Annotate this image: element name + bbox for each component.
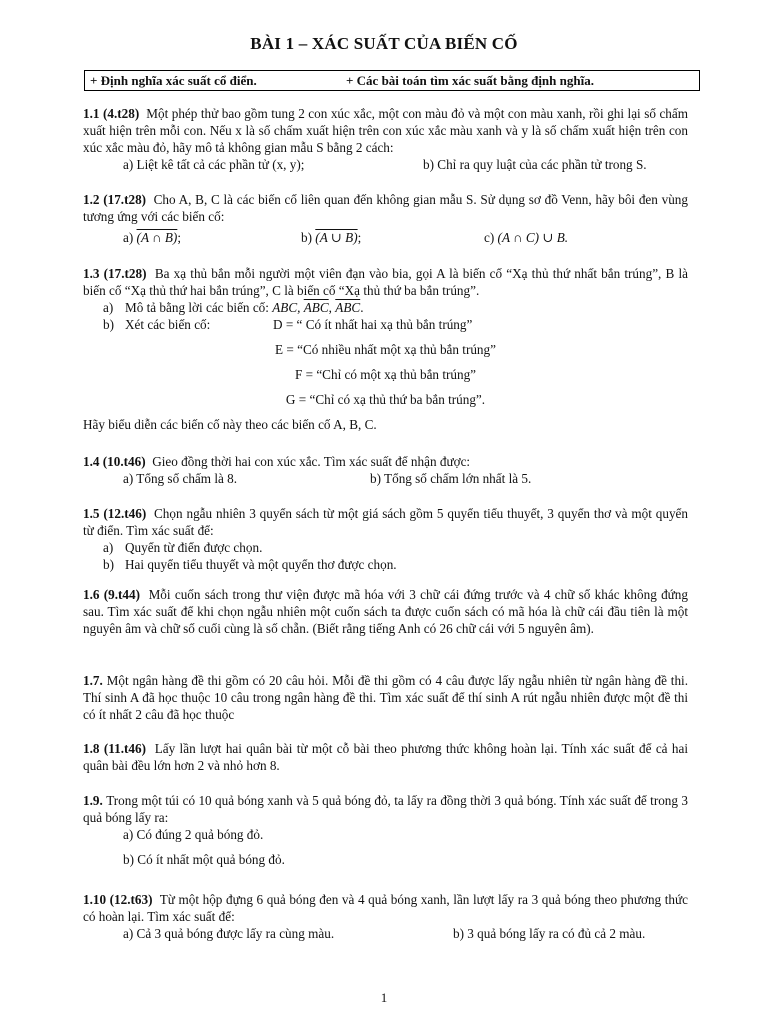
topics-box	[84, 70, 700, 91]
problem-text: Cho A, B, C là các biến cố liên quan đến không gian mẫu S. Sử dụng sơ đồ Venn, hãy bôi đen vùng tương ứng với các biến cố:	[83, 192, 688, 224]
problem-number: 1.6 (9.t44)	[83, 587, 141, 602]
problem-1-4	[83, 453, 688, 487]
problem-1-3	[83, 265, 688, 433]
option-b: b) Có ít nhất một quả bóng đỏ.	[123, 852, 285, 867]
option-b: b) 3 quả bóng lấy ra có đủ cả 2 màu.	[453, 926, 646, 941]
option-a: a) Liệt kê tất cả các phần tử (x, y);	[123, 157, 305, 172]
option-b: b) (A ∪ B);	[301, 230, 362, 245]
problem-1-8	[83, 740, 688, 774]
part-b: b) Xét các biến cố: D = “ Có ít nhất hai xạ thủ bắn trúng”	[103, 317, 473, 332]
event-e: E = “Có nhiều nhất một xạ thủ bắn trúng”	[275, 342, 496, 357]
event-expression: (A ∩ B)	[136, 230, 178, 245]
problem-1-7	[83, 672, 688, 723]
event-g: G = “Chỉ có xạ thủ thứ ba bắn trúng”.	[285, 392, 486, 407]
page-number: 1	[380, 990, 388, 1005]
option-a: a) Tổng số chấm là 8.	[123, 471, 238, 486]
event-expression: (A ∪ B)	[315, 230, 358, 245]
answer-options	[83, 470, 688, 487]
problem-text: Gieo đồng thời hai con xúc xắc. Tìm xác suất để nhận được:	[152, 454, 471, 469]
problem-text: Một ngân hàng đề thi gồm có 20 câu hỏi. Mỗi đề thi gồm có 4 câu được lấy ngẫu nhiên từ ngân hàng đề thi. Thí sinh A đã học thuộc 10 câu trong ngân hàng đề thi. Tìm xác suất để thí sinh A rút ngẫu nhiên được một đề thi có ít nhất 2 câu đã học thuộc	[83, 673, 689, 722]
problem-text: Ba xạ thủ bắn mỗi người một viên đạn vào bia, gọi A là biến cố “Xạ thủ thứ nhất bắn trúng”, B là biến cố “Xạ thủ thứ hai bắn trúng”, C là biến cố “Xạ thủ thứ ba bắn trúng”.	[83, 266, 688, 298]
problem-text: Trong một túi có 10 quả bóng xanh và 5 quả bóng đỏ, ta lấy ra đồng thời 3 quả bóng. Tính xác suất để trong 3 quả bóng lấy ra:	[83, 793, 688, 825]
problem-text: Một phép thử bao gồm tung 2 con xúc xắc, một con màu đỏ và một con màu xanh, rồi ghi lại số chấm xuất hiện trên mỗi con. Nếu x là số chấm xuất hiện trên con xúc xắc màu xanh và y là số chấm xuất hiện trên con xúc xắc màu đỏ, hãy mô tả không gian mẫu S bằng 2 cách:	[83, 106, 689, 155]
option-b: b) Hai quyển tiểu thuyết và một quyển thơ được chọn.	[103, 557, 397, 572]
problem-text: Từ một hộp đựng 6 quả bóng đen và 4 quả bóng xanh, lần lượt lấy ra 3 quả bóng theo phương thức có hoàn lại. Tìm xác suất để:	[83, 892, 688, 924]
problem-number: 1.9.	[83, 793, 103, 808]
option-a: a) (A ∩ B);	[123, 230, 181, 245]
problem-number: 1.1 (4.t28)	[83, 106, 140, 121]
problem-1-1	[83, 105, 688, 173]
topic-classical-definition: + Định nghĩa xác suất cổ điển.	[90, 73, 257, 88]
problem-number: 1.5 (12.t46)	[83, 506, 147, 521]
answer-options	[83, 156, 688, 173]
topic-probability-problems: + Các bài toán tìm xác suất bằng định nghĩa.	[346, 73, 594, 88]
option-a: a) Cả 3 quả bóng được lấy ra cùng màu.	[123, 926, 335, 941]
problem-footer: Hãy biểu diễn các biến cố này theo các biến cố A, B, C.	[83, 417, 377, 432]
problem-number: 1.7.	[83, 673, 103, 688]
answer-options	[83, 229, 688, 246]
problem-number: 1.4 (10.t46)	[83, 454, 146, 469]
problem-text: Mỗi cuốn sách trong thư viện được mã hóa với 3 chữ cái đứng trước và 4 chữ số khác không đứng sau. Tìm xác suất để khi chọn ngẫu nhiên một cuốn sách ta được cuốn sách có mã hóa là chữ cái đầu tiên là một nguyên âm và chữ số cuối cùng là số chẵn. (Biết rằng tiếng Anh có 26 chữ cái với 5 nguyên âm).	[83, 587, 688, 636]
problem-number: 1.2 (17.t28)	[83, 192, 147, 207]
event-expression: (A ∩ C) ∪ B.	[497, 230, 569, 245]
answer-options	[83, 925, 688, 942]
problem-number: 1.8 (11.t46)	[83, 741, 146, 756]
problem-1-5	[83, 505, 688, 573]
problem-1-2	[83, 191, 688, 246]
event-f: F = “Chỉ có một xạ thủ bắn trúng”	[294, 367, 477, 382]
page-title: BÀI 1 – XÁC SUẤT CỦA BIẾN CỐ	[250, 34, 518, 53]
problem-1-6	[83, 586, 688, 637]
problem-1-10	[83, 891, 688, 942]
option-b: b) Chỉ ra quy luật của các phần tử trong S.	[423, 157, 647, 172]
option-a: a) Có đúng 2 quả bóng đỏ.	[123, 827, 264, 842]
problem-text: Lấy lần lượt hai quân bài từ một cỗ bài theo phương thức không hoàn lại. Tính xác suất để cả hai quân bài đều lớn hơn 2 và nhỏ hơn 8.	[83, 741, 688, 773]
option-c: c) (A ∩ C) ∪ B.	[484, 230, 569, 245]
option-a: a) Quyển từ điển được chọn.	[103, 540, 263, 555]
event-d: D = “ Có ít nhất hai xạ thủ bắn trúng”	[273, 317, 473, 332]
part-a: a) Mô tả bằng lời các biến cố: ABC, $\overline{ABC}$, $\overline{ABC}$.	[103, 300, 364, 315]
problem-1-9	[83, 792, 688, 868]
problem-text: Chọn ngẫu nhiên 3 quyển sách từ một giá sách gồm 5 quyển tiểu thuyết, 3 quyển thơ và một quyển từ điển. Tìm xác suất để:	[83, 506, 688, 538]
problem-number: 1.10 (12.t63)	[83, 892, 153, 907]
option-b: b) Tổng số chấm lớn nhất là 5.	[370, 471, 532, 486]
problem-number: 1.3 (17.t28)	[83, 266, 147, 281]
